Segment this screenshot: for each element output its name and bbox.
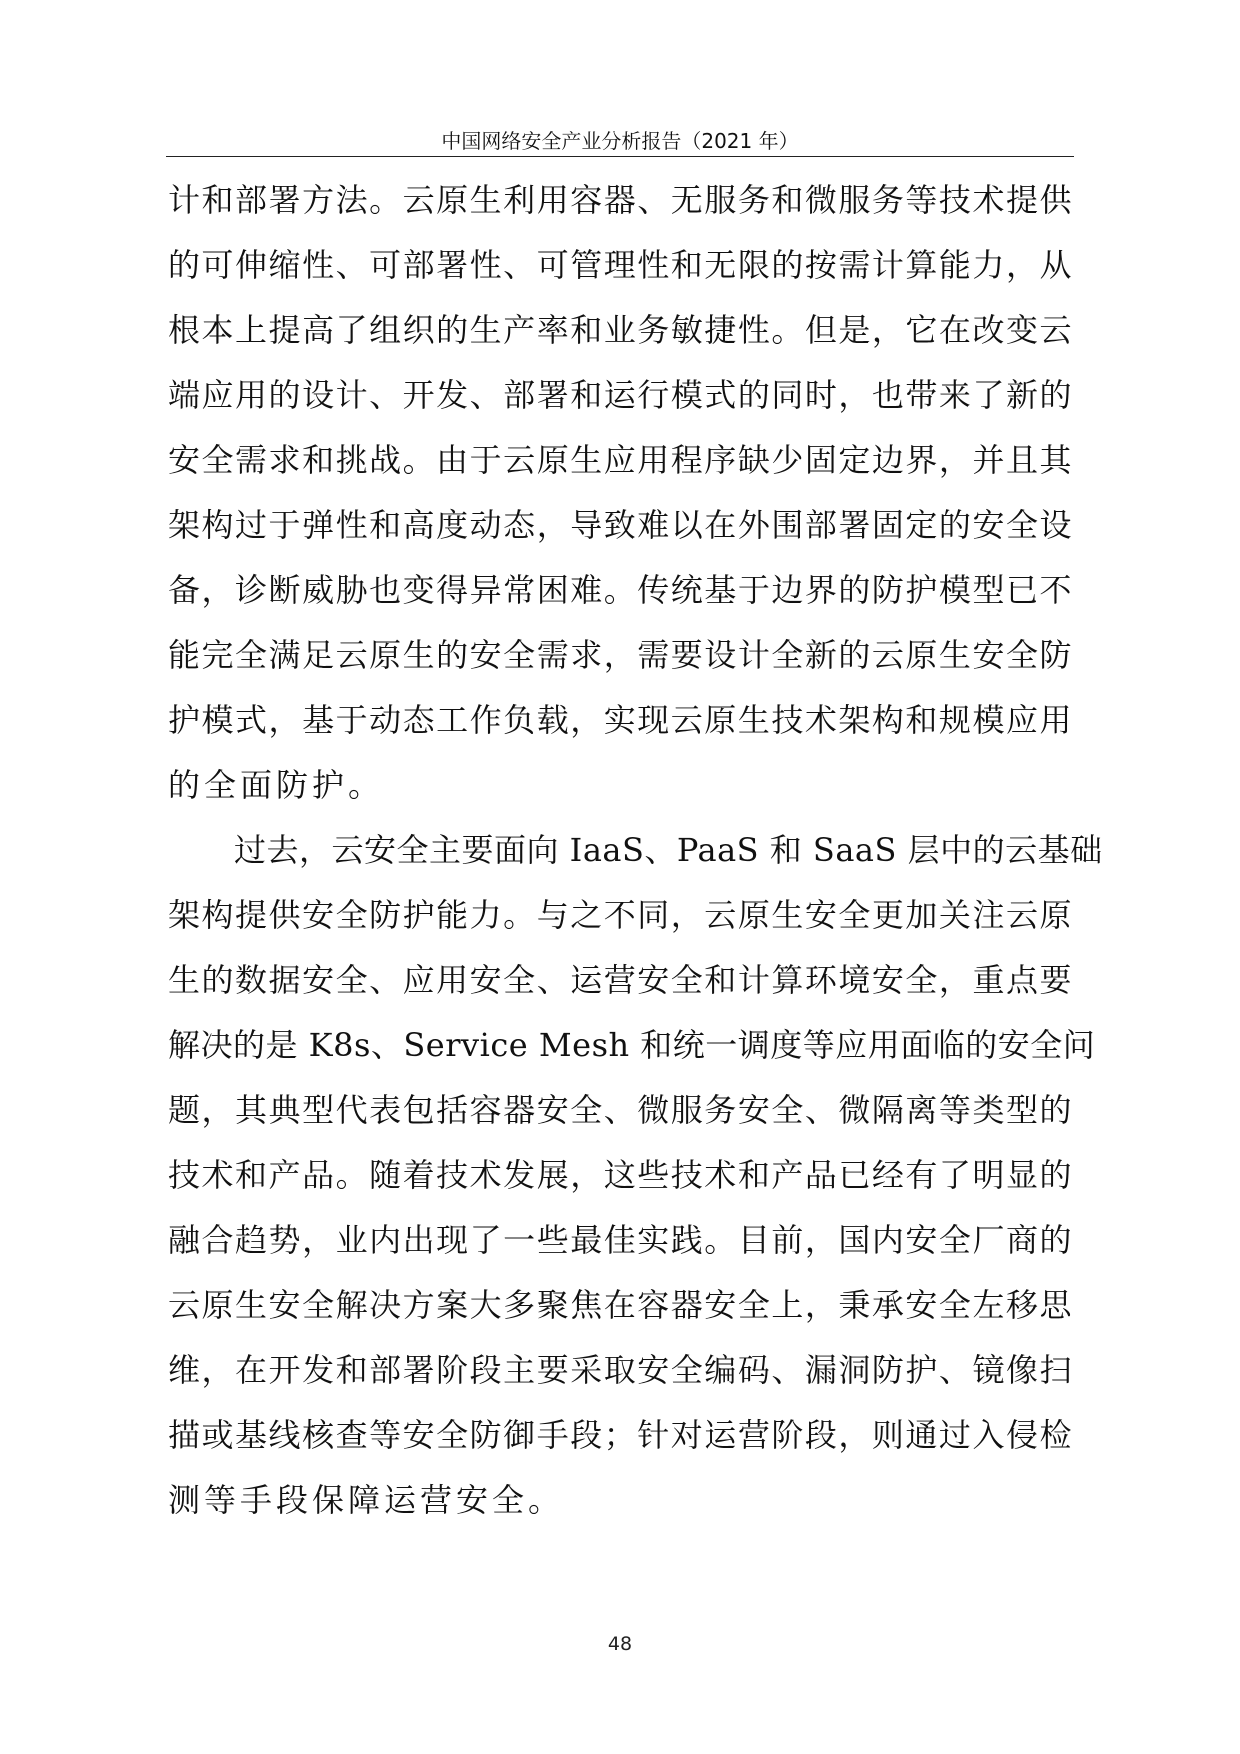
paragraph-line: 护模式，基于动态工作负载，实现云原生技术架构和规模应用 <box>168 701 1072 739</box>
body-text <box>168 168 1103 1533</box>
header-rule <box>166 156 1074 157</box>
paragraph-line: 能完全满足云原生的安全需求，需要设计全新的云原生安全防 <box>168 636 1072 674</box>
paragraph-line: 架构提供安全防护能力。与之不同，云原生安全更加关注云原 <box>168 896 1072 934</box>
paragraph-line: 过去，云安全主要面向 IaaS、PaaS 和 SaaS 层中的云基础 <box>234 831 1103 869</box>
paragraph-line: 的全面防护。 <box>168 766 385 804</box>
paragraph-line: 安全需求和挑战。由于云原生应用程序缺少固定边界，并且其 <box>168 441 1072 479</box>
paragraph-line: 备，诊断威胁也变得异常困难。传统基于边界的防护模型已不 <box>168 571 1072 609</box>
paragraph-line: 维，在开发和部署阶段主要采取安全编码、漏洞防护、镜像扫 <box>168 1351 1072 1389</box>
paragraph-line: 融合趋势，业内出现了一些最佳实践。目前，国内安全厂商的 <box>168 1221 1072 1259</box>
paragraph-line: 根本上提高了组织的生产率和业务敏捷性。但是，它在改变云 <box>168 311 1072 349</box>
paragraph-line: 题，其典型代表包括容器安全、微服务安全、微隔离等类型的 <box>168 1091 1072 1129</box>
paragraph-line: 架构过于弹性和高度动态，导致难以在外围部署固定的安全设 <box>168 506 1072 544</box>
paragraph-line: 的可伸缩性、可部署性、可管理性和无限的按需计算能力，从 <box>168 246 1072 284</box>
paragraph-2 <box>168 818 1103 1533</box>
running-header: 中国网络安全产业分析报告（2021 年） <box>441 129 799 153</box>
paragraph-line: 技术和产品。随着技术发展，这些技术和产品已经有了明显的 <box>168 1156 1072 1194</box>
page-number: 48 <box>607 1633 633 1655</box>
paragraph-line: 端应用的设计、开发、部署和运行模式的同时，也带来了新的 <box>168 376 1072 414</box>
paragraph-line: 解决的是 K8s、Service Mesh 和统一调度等应用面临的安全问 <box>168 1026 1096 1064</box>
paragraph-line: 描或基线核查等安全防御手段；针对运营阶段，则通过入侵检 <box>168 1416 1072 1454</box>
paragraph-line: 云原生安全解决方案大多聚焦在容器安全上，秉承安全左移思 <box>168 1286 1072 1324</box>
paragraph-1 <box>168 168 1072 818</box>
paragraph-line: 测等手段保障运营安全。 <box>168 1481 565 1519</box>
paragraph-line: 计和部署方法。云原生利用容器、无服务和微服务等技术提供 <box>168 181 1072 219</box>
paragraph-line: 生的数据安全、应用安全、运营安全和计算环境安全，重点要 <box>168 961 1072 999</box>
